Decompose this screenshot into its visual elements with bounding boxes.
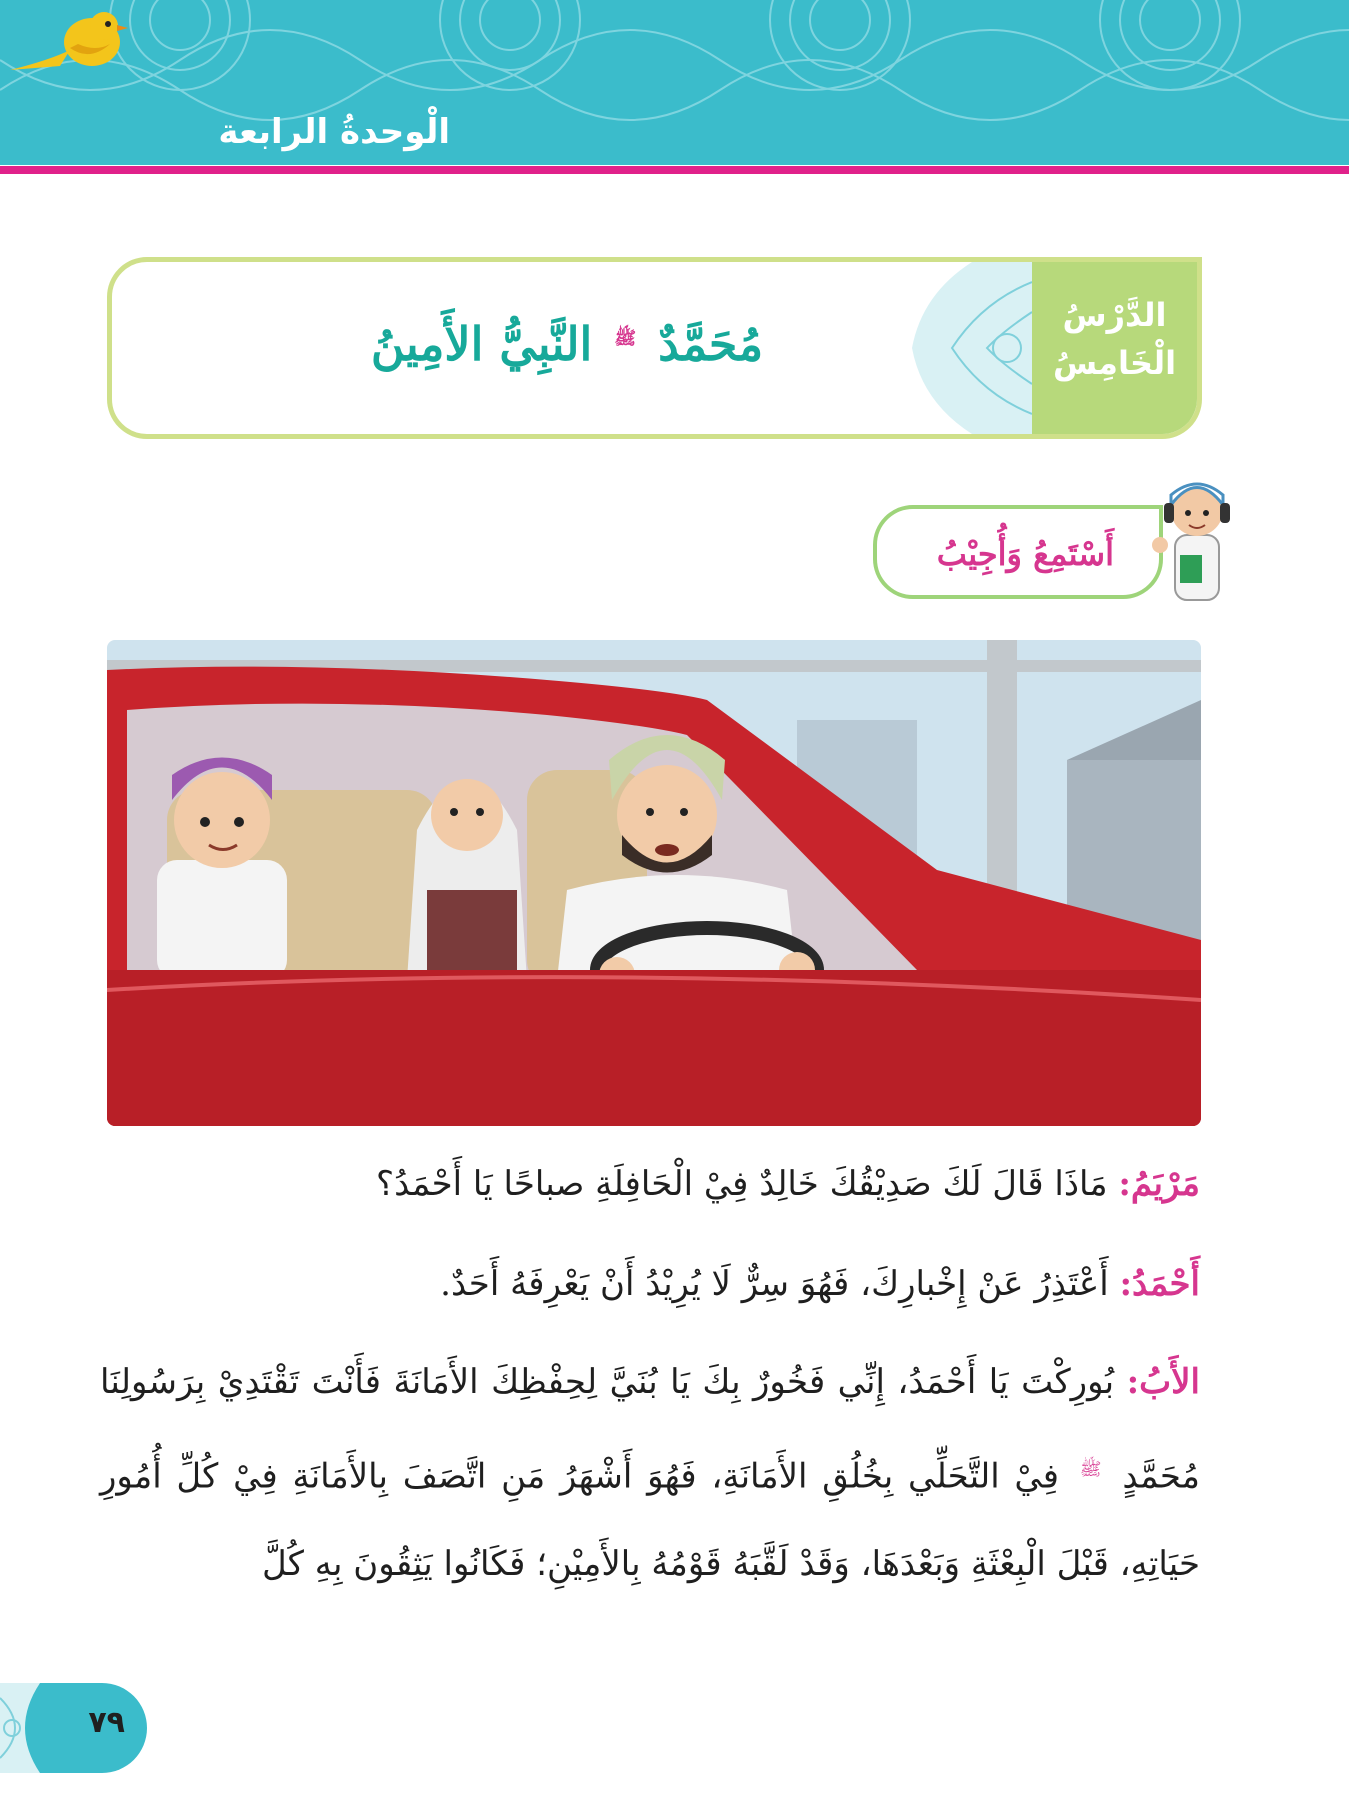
dialogue-line-maryam xyxy=(100,1160,1200,1208)
line-text-father-part2: فِيْ التَّحَلِّي بِخُلُقِ الأَمَانَةِ، فَهُوَ أَشْهَرُ مَنِ اتَّصَفَ بِالأَمَانَةِ فِيْ كُلِّ أُمُورِ حَيَاتِهِ، قَبْلَ الْبِعْثَةِ وَبَعْدَهَا، وَقَدْ لَقَّبَهُ قَوْمُهُ بِالأَمِيْنِ؛ فَكَانُوا يَثِقُونَ بِهِ كُلَّ xyxy=(100,1456,1200,1585)
line-text-maryam: مَاذَا قَالَ لَكَ صَدِيْقُكَ خَالِدٌ فِيْ الْحَافِلَةِ صباحًا يَا أَحْمَدُ؟ xyxy=(376,1164,1108,1204)
lesson-tag-line1: الدَّرْسُ xyxy=(1062,296,1167,334)
speaker-maryam: مَرْيَمُ: xyxy=(1118,1164,1200,1204)
lesson-tag-line2: الْخَامِسُ xyxy=(1052,344,1177,382)
page-pattern-icon xyxy=(0,1683,60,1773)
bird-icon xyxy=(0,0,130,80)
lesson-title-part1: مُحَمَّدٌ xyxy=(658,317,764,371)
header-divider xyxy=(0,166,1349,174)
lesson-number-tag xyxy=(1032,262,1197,434)
activity-label: أَسْتَمِعُ وَأُجِيْبُ xyxy=(936,535,1114,573)
lesson-title xyxy=(242,317,892,371)
page-number: ٧٩ xyxy=(88,1705,125,1740)
speaker-ahmed: أَحْمَدُ: xyxy=(1119,1264,1200,1304)
page-number-tab xyxy=(0,1683,147,1773)
header-band xyxy=(0,0,1349,165)
line-text-father-part1: بُورِكْتَ يَا أَحْمَدُ، إِنِّي فَخُورٌ بِكَ يَا بُنَيَّ لِحِفْظِكَ الأَمَانَةَ فَأَنْتَ تَقْتَدِيْ بِرَسُولِنَا مُحَمَّدٍ xyxy=(100,1362,1200,1497)
line-text-ahmed: أَعْتَذِرُ عَنْ إِخْبارِكَ، فَهُوَ سِرٌّ لَا يُرِيْدُ أَنْ يَعْرِفَهُ أَحَدٌ. xyxy=(440,1264,1109,1304)
unit-title: الْوحدةُ الرابعة xyxy=(218,112,450,152)
pbuh-symbol: ﷺ xyxy=(614,327,637,349)
dialogue-line-ahmed xyxy=(100,1260,1200,1308)
activity-label-pill xyxy=(873,505,1163,599)
lesson-title-part2: النَّبِيُّ الأَمِينُ xyxy=(370,317,593,371)
family-car-illustration xyxy=(107,640,1201,1126)
lesson-pattern-icon xyxy=(912,262,1032,434)
dialogue-line-father xyxy=(100,1338,1200,1608)
speaker-father: الأَبُ: xyxy=(1126,1362,1201,1402)
lesson-title-card xyxy=(107,257,1202,439)
listening-boy-icon xyxy=(1150,465,1240,605)
dialogue-text xyxy=(100,1160,1200,1608)
pbuh-symbol-inline: ﷺ xyxy=(1079,1459,1102,1480)
